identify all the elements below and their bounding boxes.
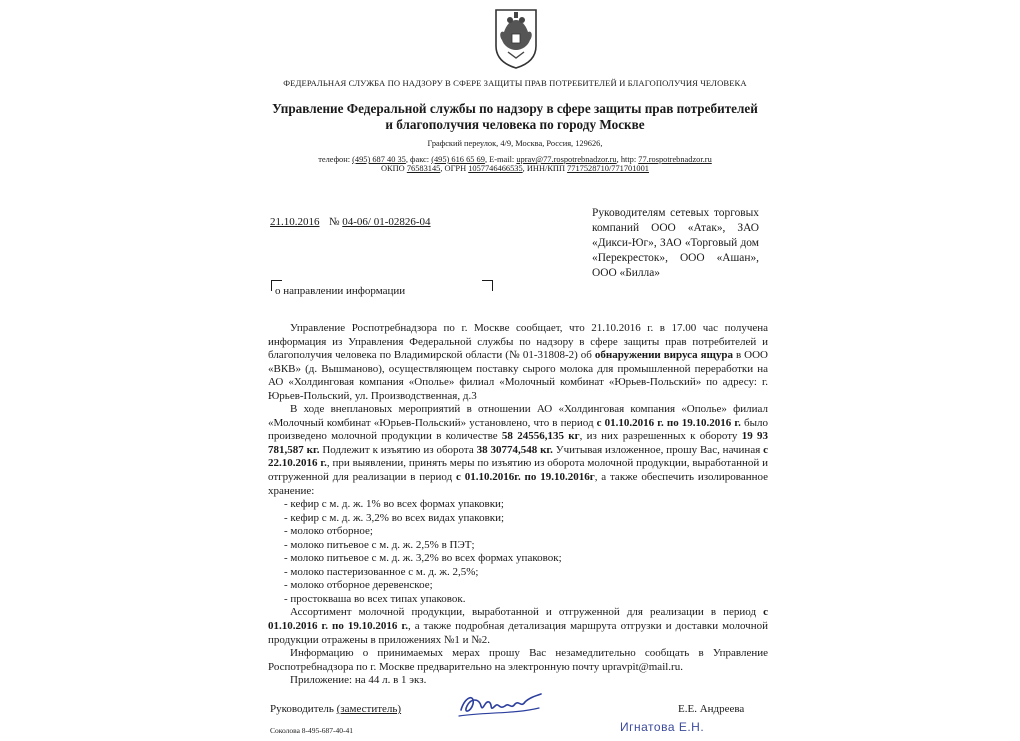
text-run-bold: обнаружении вируса ящура bbox=[594, 349, 734, 362]
text-run-bold: 38 30774,548 кг. bbox=[476, 443, 553, 456]
signer-role-deputy: (заместитель) bbox=[336, 703, 402, 715]
body-paragraph-3 bbox=[268, 606, 768, 647]
signer-role-text: Руководитель bbox=[270, 703, 337, 715]
text-run: Учитывая изложенное, прошу Вас, начиная bbox=[552, 443, 764, 456]
okpo-value: 76583145 bbox=[406, 164, 441, 173]
executor-contact: Соколова 8-495-687-40-41 bbox=[270, 726, 354, 735]
office-registration-ids: ОКПО 76583145, ОГРН 1057746466535, ИНН/КПП 7717528710/771701001 bbox=[381, 164, 649, 173]
document-number: 04-06/ 01-02826-04 bbox=[342, 216, 431, 228]
product-list-item: - молоко питьевое с м. д. ж. 2,5% в ПЭТ; bbox=[284, 538, 475, 551]
text-run: в ООО «ВКВ» (д. Вышманово), осуществляющем поставку сырого молока для промышленной переработки на АО «Холдинговая компания «Ополье» филиал «Молочный комбинат «Юрьев-Польский» по адресу: г. Юрьев-Польский, ул. Производственная, д.3 bbox=[268, 349, 768, 402]
office-title: Управление Федеральной службы по надзору в сфере защиты прав потребителей и благополучия человека по городу Москве bbox=[272, 101, 758, 132]
text-run-bold: с 01.10.2016г. по 19.10.2016г bbox=[456, 471, 595, 484]
product-list-item: - молоко питьевое с м. д. ж. 3,2% во всех формах упаковок; bbox=[284, 552, 562, 565]
document-date: 21.10.2016 bbox=[270, 216, 320, 228]
text-run: было произведено молочной продукции в количестве bbox=[268, 416, 769, 443]
ogrn-label: ОГРН bbox=[444, 164, 467, 173]
certification-stamp-text: Игнатова Е.Н. bbox=[620, 720, 705, 734]
text-run: , а также обеспечить изолированное хранение: bbox=[268, 471, 768, 497]
product-list-item: - молоко отборное; bbox=[284, 525, 373, 538]
body-paragraph-1 bbox=[268, 322, 768, 403]
signer-role bbox=[270, 703, 401, 715]
attachment-note: Приложение: на 44 л. в 1 экз. bbox=[290, 674, 427, 687]
office-address: Графский переулок, 4/9, Москва, Россия, 129626, bbox=[427, 139, 603, 148]
product-list-item: - молоко пастеризованное с м. д. ж. 2,5%; bbox=[284, 565, 479, 578]
text-run-bold: 58 24556,135 кг bbox=[501, 430, 580, 443]
text-run: В ходе внеплановых мероприятий в отношении АО «Холдинговая компания «Ополье» филиал «Молочный комбинат «Юрьев-Польский» установлено, что в период bbox=[268, 403, 768, 429]
text-run: , из них разрешенных к обороту bbox=[579, 430, 742, 443]
product-list-item: - кефир с м. д. ж. 3,2% во всех видах упаковки; bbox=[284, 511, 505, 524]
coat-of-arms-icon bbox=[490, 6, 542, 70]
text-run-bold: с 22.10.2016 г. bbox=[268, 443, 769, 470]
text-run-bold: 19 93 781,587 кг. bbox=[268, 430, 768, 456]
body-paragraph-2 bbox=[268, 403, 768, 498]
ogrn-value: 1057746466535 bbox=[468, 164, 523, 173]
email-label: E-mail: bbox=[489, 155, 515, 164]
text-run-bold: с 01.10.2016 г. по 19.10.2016 г. bbox=[596, 416, 741, 429]
subject-line: о направлении информации bbox=[275, 285, 406, 297]
phone-label: телефон: bbox=[318, 155, 351, 164]
signer-name: Е.Е. Андреева bbox=[678, 703, 745, 715]
product-list-item: - простокваша во всех типах упаковок. bbox=[284, 592, 466, 605]
document-reference bbox=[270, 216, 431, 228]
text-run: , а также подробная детализация маршрута отгрузки и доставки молочной продукции отражены в приложениях №1 и №2. bbox=[268, 620, 768, 646]
office-contacts: телефон: (495) 687 40 35, факс: (495) 616 65 69, E-mail: uprav@77.rospotrebnadzor.ru, http: 77.rospotrebnadzor.ru bbox=[318, 155, 712, 164]
fax-label: факс: bbox=[410, 155, 430, 164]
okpo-label: ОКПО bbox=[381, 164, 405, 173]
letter-body bbox=[268, 322, 768, 688]
subject-corner-right bbox=[482, 280, 493, 291]
text-run: Управление Роспотребнадзора по г. Москве сообщает, что 21.10.2016 г. в 17.00 час получена информация из Управления Федеральной службы по надзору в сфере защиты прав потребителей и благополучия человека по Владимирской области (№ 01-31808-2) об bbox=[268, 322, 768, 362]
inn-value: 7717528710/771701001 bbox=[567, 164, 649, 173]
body-paragraph-4: Информацию о принимаемых мерах прошу Вас незамедлительно сообщать в Управление Роспотребнадзора по г. Москве предварительно на электронную почту upravpit@mail.ru. bbox=[268, 647, 768, 673]
product-list-item: - кефир с м. д. ж. 1% во всех формах упаковки; bbox=[284, 498, 504, 511]
recipient-block: Руководителям сетевых торговых компаний ООО «Атак», ЗАО «Дикси-Юг», ЗАО «Торговый дом «Перекресток», ООО «Ашан», ООО «Билла» bbox=[592, 207, 759, 279]
fax-value: (495) 616 65 69 bbox=[431, 155, 485, 164]
text-run: Подлежит к изъятию из оборота bbox=[319, 443, 477, 456]
phone-value: (495) 687 40 35 bbox=[352, 155, 406, 164]
document-number-label: № bbox=[329, 216, 340, 228]
text-run-bold: с 01.10.2016 г. по 19.10.2016 г. bbox=[268, 606, 768, 633]
handwritten-signature-icon bbox=[455, 688, 545, 722]
email-value: uprav@77.rospotrebnadzor.ru bbox=[516, 155, 617, 164]
product-list-item: - молоко отборное деревенское; bbox=[284, 579, 433, 592]
text-run: Ассортимент молочной продукции, выработанной и отгруженной для реализации в период bbox=[290, 606, 764, 619]
inn-label: ИНН/КПП bbox=[526, 164, 565, 173]
website-value: 77.rospotrebnadzor.ru bbox=[638, 155, 712, 164]
text-run: , при выявлении, принять меры по изъятию из оборота молочной продукции, выработанной и отгруженной для реализации в период bbox=[268, 457, 768, 484]
agency-name: ФЕДЕРАЛЬНАЯ СЛУЖБА ПО НАДЗОРУ В СФЕРЕ ЗАЩИТЫ ПРАВ ПОТРЕБИТЕЛЕЙ И БЛАГОПОЛУЧИЯ ЧЕЛОВЕКА bbox=[283, 78, 747, 88]
http-label: http: bbox=[620, 155, 637, 164]
